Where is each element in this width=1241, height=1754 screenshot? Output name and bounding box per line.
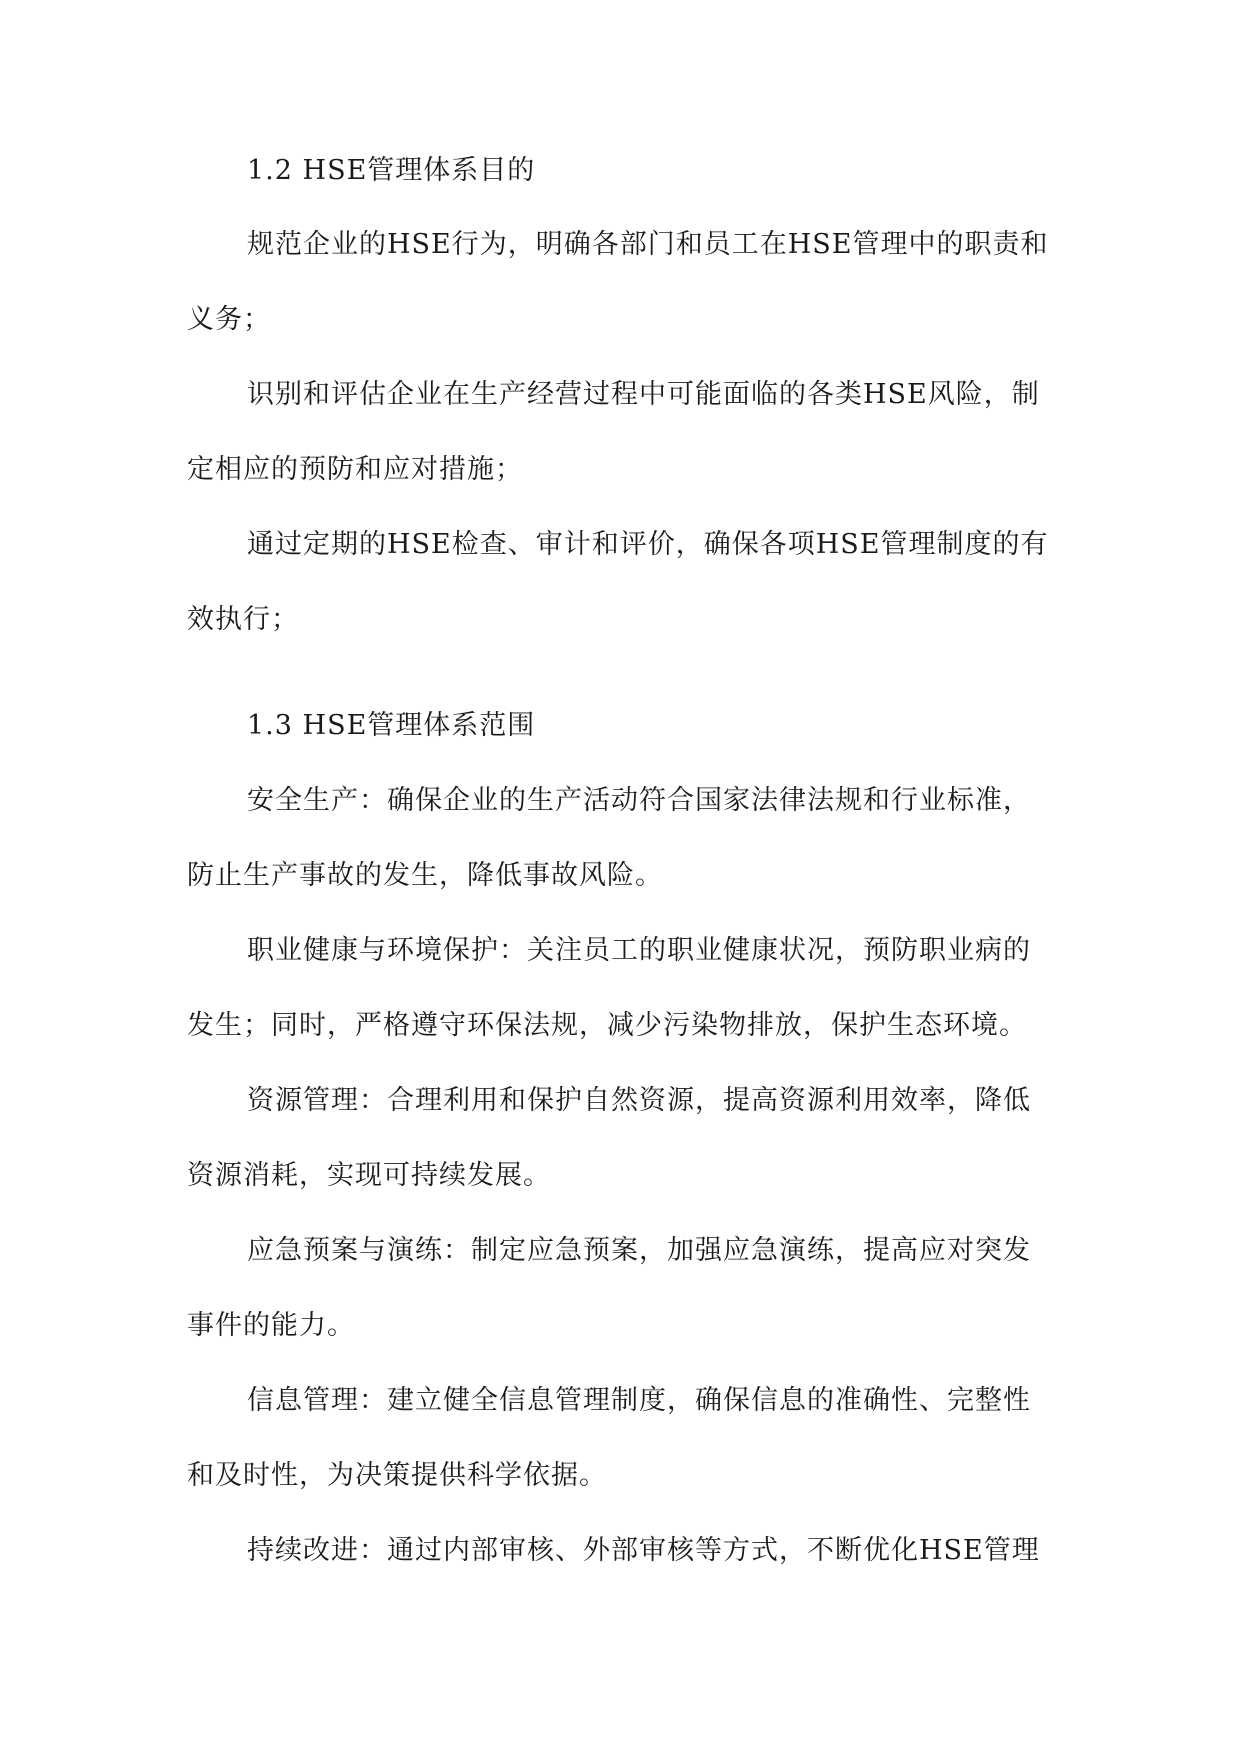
- paragraph-emergency-plan: 应急预案与演练：制定应急预案，加强应急演练，提高应对突发事件的能力。: [187, 1235, 1031, 1341]
- paragraph-continuous-improvement: 持续改进：通过内部审核、外部审核等方式，不断优化HSE管理: [247, 1535, 1040, 1566]
- paragraph-resource-management: 资源管理：合理利用和保护自然资源，提高资源利用效率，降低资源消耗，实现可持续发展。: [187, 1085, 1031, 1191]
- paragraph-risk-identification: 识别和评估企业在生产经营过程中可能面临的各类HSE风险，制定相应的预防和应对措施；: [187, 379, 1040, 485]
- paragraph-inspection: 通过定期的HSE检查、审计和评价，确保各项HSE管理制度的有效执行；: [187, 529, 1049, 635]
- section-heading-1-3: 1.3 HSE管理体系范围: [247, 710, 536, 741]
- paragraph-occupational-health: 职业健康与环境保护：关注员工的职业健康状况，预防职业病的发生；同时，严格遵守环保法规，减少污染物排放，保护生态环境。: [187, 935, 1031, 1041]
- section-heading-1-2: 1.2 HSE管理体系目的: [247, 155, 536, 186]
- paragraph-safety-production: 安全生产：确保企业的生产活动符合国家法律法规和行业标准，防止生产事故的发生，降低事故风险。: [187, 785, 1031, 891]
- paragraph-information-management: 信息管理：建立健全信息管理制度，确保信息的准确性、完整性和及时性，为决策提供科学依据。: [187, 1385, 1031, 1491]
- paragraph-responsibilities: 规范企业的HSE行为，明确各部门和员工在HSE管理中的职责和义务；: [187, 229, 1049, 335]
